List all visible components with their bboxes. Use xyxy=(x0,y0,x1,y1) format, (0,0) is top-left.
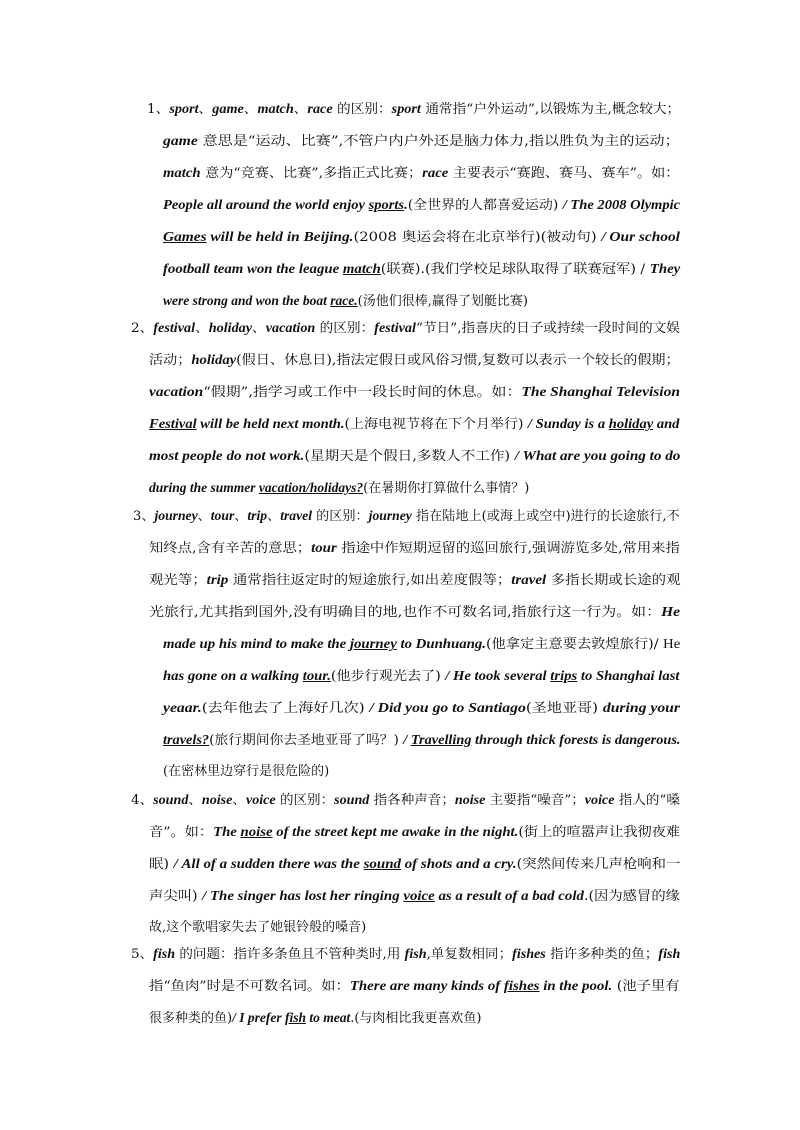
text-segment: fish xyxy=(153,946,176,961)
text-segment: sound xyxy=(334,792,370,807)
text-segment: were strong and won the boat xyxy=(163,293,331,308)
text-segment: (联赛).(我们学校足球队取得了联赛冠军) / xyxy=(380,262,650,277)
text-segment: / Our school xyxy=(601,229,680,244)
text-segment: 知终点,含有辛苦的意思； xyxy=(149,541,312,556)
text-segment: (街上的喧嚣声让我彻夜难 xyxy=(518,825,681,840)
text-segment: festival xyxy=(153,320,196,335)
text-line xyxy=(163,728,681,752)
text-line xyxy=(163,632,680,656)
text-line xyxy=(149,884,680,908)
underlined-term: tour. xyxy=(302,668,331,683)
text-line xyxy=(163,129,680,153)
text-segment: game xyxy=(163,133,198,148)
text-segment: 指在陆地上(或海上或空中)进行的长途旅行,不 xyxy=(411,509,680,524)
text-segment: during the summer xyxy=(149,480,259,495)
text-segment: 3、 xyxy=(133,509,155,524)
text-segment: of shots and a cry. xyxy=(400,856,517,871)
text-segment: 1、 xyxy=(147,102,170,117)
text-segment: (假日、休息日),指法定假日或风俗习惯,复数可以表示一个较长的假期； xyxy=(236,353,680,368)
text-segment: / I prefer xyxy=(232,1010,285,1025)
text-line xyxy=(133,504,680,528)
text-segment: 的问题：指许多条鱼且不管种类时,用 xyxy=(175,947,405,962)
text-segment: tour xyxy=(311,540,337,555)
text-segment: .(与肉相比我更喜欢鱼) xyxy=(350,1011,482,1026)
text-segment: 指途中作短期逗留的巡回旅行,强调游览多处,常用来指 xyxy=(336,541,680,556)
text-segment: 的区别： xyxy=(315,321,375,336)
text-segment: 故,这个歌唱家失去了她银铃般的嗓音) xyxy=(149,920,367,935)
text-segment: (2008 奥运会将在北京举行)(被动句) xyxy=(353,230,602,245)
text-segment: “假期”,指学习或工作中一段长时间的休息。如： xyxy=(203,385,522,400)
underlined-term: race. xyxy=(330,293,358,308)
text-segment: 的区别： xyxy=(332,102,392,117)
text-line xyxy=(163,760,329,784)
text-segment: game xyxy=(212,101,244,116)
text-segment: voice xyxy=(245,792,276,807)
text-segment: / Sunday is a xyxy=(527,416,609,431)
text-segment: (旅行期间你去圣地亚哥了吗？) xyxy=(209,733,404,748)
text-segment: yeaar. xyxy=(163,700,202,715)
text-segment: “节日”,指喜庆的日子或持续一段时间的文娱 xyxy=(415,321,680,336)
text-segment: / All of a sudden there was the xyxy=(173,856,364,871)
text-segment: 很多种类的鱼) xyxy=(149,1011,233,1026)
text-line xyxy=(163,257,680,281)
text-segment: 通常指“户外运动”,以锻炼为主,概念较大； xyxy=(420,102,681,117)
text-segment: 活动； xyxy=(149,353,192,368)
text-segment: / What are you going to do xyxy=(514,448,681,463)
text-segment: race xyxy=(307,101,333,116)
underlined-term: holiday xyxy=(608,416,654,431)
text-segment: sound xyxy=(153,792,189,807)
text-segment: 主要表示“赛跑、赛马、赛车”。如： xyxy=(448,166,680,181)
text-segment: There are many kinds of xyxy=(349,978,504,993)
text-line xyxy=(131,942,680,966)
text-segment: (去年他去了上海好几次) xyxy=(201,701,370,716)
text-segment: 指“鱼肉”时是不可数名词。如： xyxy=(149,979,350,994)
text-segment: (池子里有 xyxy=(612,979,680,994)
text-segment: holiday xyxy=(191,352,237,367)
text-line xyxy=(163,225,680,249)
text-segment: / The 2008 Olympic xyxy=(562,197,681,212)
text-segment: of the street kept me awake in the night. xyxy=(272,824,519,839)
text-segment: 音”。如： xyxy=(149,825,214,840)
text-segment: 、 xyxy=(197,509,211,524)
text-segment: He xyxy=(663,636,681,651)
text-segment: 、 xyxy=(243,102,258,117)
text-line xyxy=(149,444,680,468)
underlined-term: fishes xyxy=(503,978,540,993)
text-segment: will be held next month. xyxy=(196,416,345,431)
text-segment: through thick forests is dangerous. xyxy=(471,732,681,747)
text-segment: (圣地亚哥) xyxy=(525,701,603,716)
text-segment: . xyxy=(404,197,408,212)
text-segment: tour xyxy=(210,508,235,523)
text-segment: 通常指往返定时的短途旅行,如出差度假等； xyxy=(228,573,512,588)
text-segment: to Shanghai last xyxy=(577,668,680,683)
underlined-term: vacation/holidays? xyxy=(258,480,364,495)
text-segment: 主要指“噪音”； xyxy=(485,793,585,808)
underlined-term: match xyxy=(342,261,381,276)
text-line xyxy=(149,476,529,500)
text-segment: journey xyxy=(154,508,198,523)
text-segment: 、 xyxy=(232,793,246,808)
underlined-term: Games xyxy=(163,229,207,244)
underlined-term: fish xyxy=(284,1010,306,1025)
text-segment: / Did you go to Santiago xyxy=(369,700,526,715)
text-segment: sport xyxy=(391,101,421,116)
text-segment: fish xyxy=(658,946,681,961)
text-line xyxy=(163,664,679,688)
text-segment: as a result of a bad cold xyxy=(434,888,584,903)
text-segment: made up his mind to make the xyxy=(163,636,350,651)
text-segment: They xyxy=(649,261,681,276)
underlined-term: journey xyxy=(349,636,397,651)
text-line xyxy=(149,852,680,876)
text-segment: vacation xyxy=(149,384,204,399)
text-segment: race xyxy=(422,165,449,180)
text-segment: (全世界的人都喜爱运动) xyxy=(407,198,563,213)
text-segment: fishes xyxy=(512,946,546,961)
text-line xyxy=(131,316,680,340)
text-segment: sport xyxy=(169,101,199,116)
underlined-term: noise xyxy=(240,824,273,839)
text-segment: 的区别： xyxy=(275,793,335,808)
text-line xyxy=(131,788,680,812)
text-segment: He xyxy=(661,604,681,619)
text-segment: 、 xyxy=(188,793,202,808)
text-segment: 指许多种类的鱼； xyxy=(545,947,659,962)
underlined-term: trips xyxy=(550,668,578,683)
text-segment: in the pool. xyxy=(539,978,613,993)
text-segment: will be held in Beijing. xyxy=(206,229,354,244)
text-segment: (在密林里边穿行是很危险的) xyxy=(163,764,330,779)
text-segment: during your xyxy=(602,700,680,715)
text-segment: holiday xyxy=(208,320,253,335)
text-segment: 、 xyxy=(195,321,209,336)
text-segment: 意思是“运动、比赛”,不管户内户外还是脑力体力,指以胜负为主的运动； xyxy=(197,134,680,149)
text-segment: to Dunhuang. xyxy=(396,636,486,651)
text-segment: 光旅行,尤其指到国外,没有明确目的地,也作不可数名词,指旅行这一行为。如： xyxy=(149,605,662,620)
text-line xyxy=(149,916,366,940)
text-segment: travel xyxy=(280,508,313,523)
text-segment: (他拿定主意要去敦煌旅行)/ xyxy=(485,637,664,652)
text-line xyxy=(149,536,680,560)
text-segment: The xyxy=(213,824,241,839)
text-segment: 多指长期或长途的观 xyxy=(546,573,681,588)
text-line xyxy=(147,97,680,121)
text-line xyxy=(149,1006,482,1030)
text-segment: (上海电视节将在下个月举行) xyxy=(344,417,528,432)
text-segment: 4、 xyxy=(131,793,154,808)
text-line xyxy=(163,289,528,313)
text-segment: 声尖叫) xyxy=(149,889,203,904)
text-segment: travel xyxy=(511,572,547,587)
text-segment: 、 xyxy=(267,509,281,524)
text-segment: (在暑期你打算做什么事情？) xyxy=(363,481,530,496)
text-segment: has gone on a walking xyxy=(163,668,303,683)
text-segment: match xyxy=(257,101,294,116)
text-line xyxy=(149,568,680,592)
text-segment: / xyxy=(403,732,411,747)
text-segment: festival xyxy=(374,320,416,335)
text-segment: 、 xyxy=(293,102,308,117)
text-segment: 、 xyxy=(234,509,248,524)
text-line xyxy=(163,696,680,720)
text-segment: noise xyxy=(201,792,233,807)
text-segment: voice xyxy=(584,792,615,807)
text-segment: trip xyxy=(247,508,268,523)
text-segment: 、 xyxy=(198,102,213,117)
underlined-term: Travelling xyxy=(410,732,472,747)
text-line xyxy=(163,161,679,185)
text-segment: ,单复数相同； xyxy=(426,947,513,962)
underlined-term: Festival xyxy=(149,416,197,431)
text-segment: football team won the league xyxy=(163,261,343,276)
text-line xyxy=(149,820,680,844)
text-segment: (突然间传来几声枪响和一 xyxy=(516,857,681,872)
text-segment: most people do not work. xyxy=(149,448,305,463)
text-segment: 5、 xyxy=(131,947,154,962)
text-segment: (他步行观光去了) xyxy=(330,669,446,684)
text-segment: 2、 xyxy=(131,321,154,336)
text-segment: (汤他们很棒,赢得了划艇比赛) xyxy=(357,294,528,309)
text-line xyxy=(149,974,680,998)
underlined-term: travels? xyxy=(163,732,210,747)
text-segment: .(因为感冒的缘 xyxy=(583,889,680,904)
text-segment: vacation xyxy=(265,320,316,335)
text-segment: The Shanghai Television xyxy=(521,384,680,399)
text-line xyxy=(149,412,679,436)
text-segment: 的区别： xyxy=(312,509,369,524)
text-segment: People all around the world enjoy xyxy=(163,197,369,212)
text-segment: / He took several xyxy=(445,668,551,683)
text-segment: 观光等； xyxy=(149,573,207,588)
text-segment: and xyxy=(653,416,680,431)
underlined-term: sports xyxy=(368,197,405,212)
text-segment: 眠) xyxy=(149,857,174,872)
text-line xyxy=(149,600,680,624)
text-segment: match xyxy=(163,165,201,180)
text-line xyxy=(149,380,680,404)
text-segment: 、 xyxy=(252,321,266,336)
text-segment: (星期天是个假日,多数人不工作) xyxy=(304,449,515,464)
text-segment: noise xyxy=(454,792,486,807)
text-line xyxy=(149,348,680,372)
text-segment: trip xyxy=(206,572,229,587)
text-segment: to meat xyxy=(305,1010,351,1025)
underlined-term: sound xyxy=(363,856,401,871)
text-segment: 指人的“嗓 xyxy=(614,793,680,808)
text-segment: fish xyxy=(404,946,427,961)
underlined-term: voice xyxy=(403,888,435,903)
text-segment: journey xyxy=(368,508,412,523)
text-segment: 意为“竞赛、比赛”,多指正式比赛； xyxy=(200,166,423,181)
text-segment: / The singer has lost her ringing xyxy=(202,888,404,903)
text-segment: 指各种声音； xyxy=(369,793,455,808)
text-line xyxy=(163,193,680,217)
